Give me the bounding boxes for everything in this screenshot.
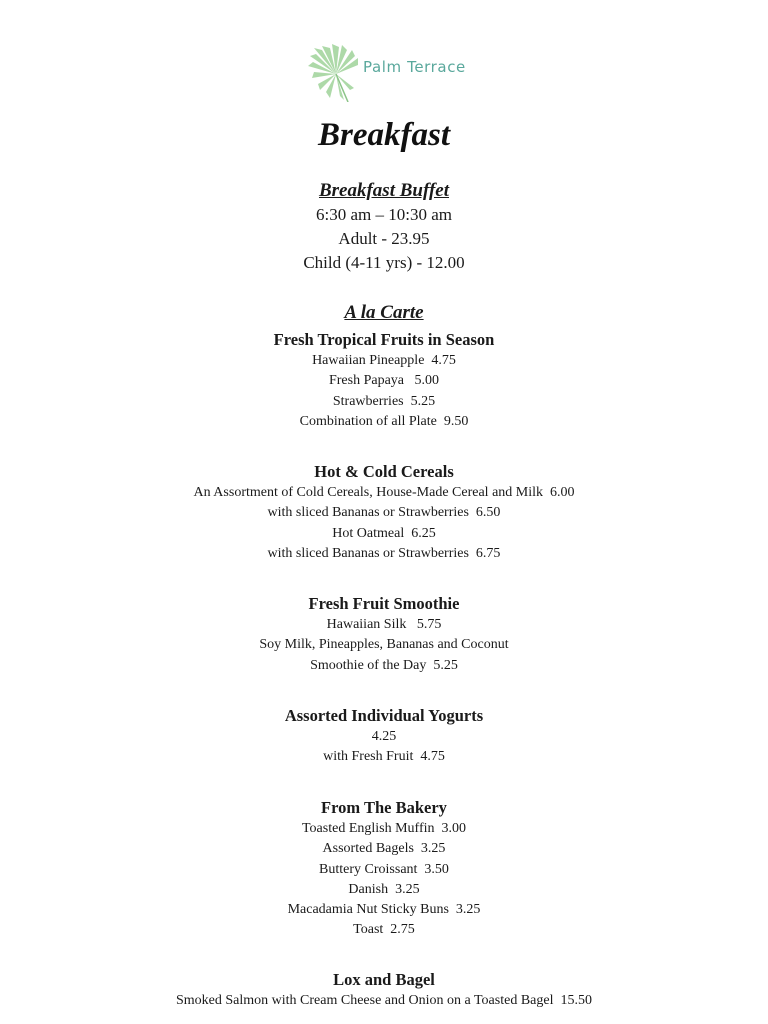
buffet-child-price: Child (4-11 yrs) - 12.00 — [303, 253, 465, 272]
section-lox-bagel — [0, 968, 768, 1011]
menu-item: Hawaiian Pineapple 4.75 — [312, 353, 456, 368]
menu-item: Toasted English Muffin 3.00 — [301, 821, 467, 836]
section-heading: Fresh Fruit Smoothie — [308, 594, 460, 613]
menu-item: Hawaiian Silk 5.75 — [326, 617, 442, 632]
menu-item: Danish 3.25 — [348, 881, 420, 897]
menu-item: Hot Oatmeal 6.25 — [332, 525, 436, 541]
menu-item: Buttery Croissant 3.50 — [319, 861, 449, 877]
menu-item: Toast 2.75 — [353, 922, 415, 938]
menu-item: with Fresh Fruit 4.75 — [323, 749, 445, 765]
section-heading: Hot & Cold Cereals — [314, 462, 454, 481]
menu-item: with sliced Bananas or Strawberries 6.50 — [267, 505, 501, 521]
page-title: Breakfast — [318, 117, 450, 153]
section-fruits — [0, 328, 768, 432]
menu-item: Soy Milk, Pineapples, Bananas and Coconut — [259, 637, 509, 653]
section-cereals — [0, 460, 768, 564]
carte-heading: A la Carte — [344, 302, 424, 323]
section-heading: From The Bakery — [321, 798, 447, 817]
menu-item: Assorted Bagels 3.25 — [322, 841, 446, 857]
menu-item: Combination of all Plate 9.50 — [299, 413, 469, 429]
brand-logo — [308, 44, 478, 102]
menu-item: An Assortment of Cold Cereals, House-Made Cereal and Milk 6.00 — [193, 485, 575, 500]
menu-item: with sliced Bananas or Strawberries 6.75 — [267, 545, 501, 561]
section-smoothie — [0, 592, 768, 676]
buffet-block — [0, 178, 768, 275]
section-yogurts — [0, 704, 768, 768]
section-heading: Lox and Bagel — [333, 970, 435, 989]
buffet-hours: 6:30 am – 10:30 am — [316, 205, 452, 224]
menu-item: Fresh Papaya 5.00 — [328, 373, 440, 389]
menu-item: Smoothie of the Day 5.25 — [310, 657, 458, 673]
menu-item: Macadamia Nut Sticky Buns 3.25 — [287, 902, 481, 918]
section-heading: Fresh Tropical Fruits in Season — [273, 330, 495, 349]
section-heading: Assorted Individual Yogurts — [284, 706, 484, 725]
buffet-heading: Breakfast Buffet — [318, 180, 449, 201]
palm-leaf-icon — [308, 44, 364, 102]
buffet-adult-price: Adult - 23.95 — [338, 229, 430, 248]
menu-item: Strawberries 5.25 — [332, 393, 436, 409]
carte-heading-block — [0, 300, 768, 325]
menu-item: Smoked Salmon with Cream Cheese and Onion on a Toasted Bagel 15.50 — [176, 993, 592, 1008]
section-bakery — [0, 796, 768, 941]
menu-item: 4.25 — [371, 729, 397, 744]
brand-name: Palm Terrace — [363, 58, 466, 76]
